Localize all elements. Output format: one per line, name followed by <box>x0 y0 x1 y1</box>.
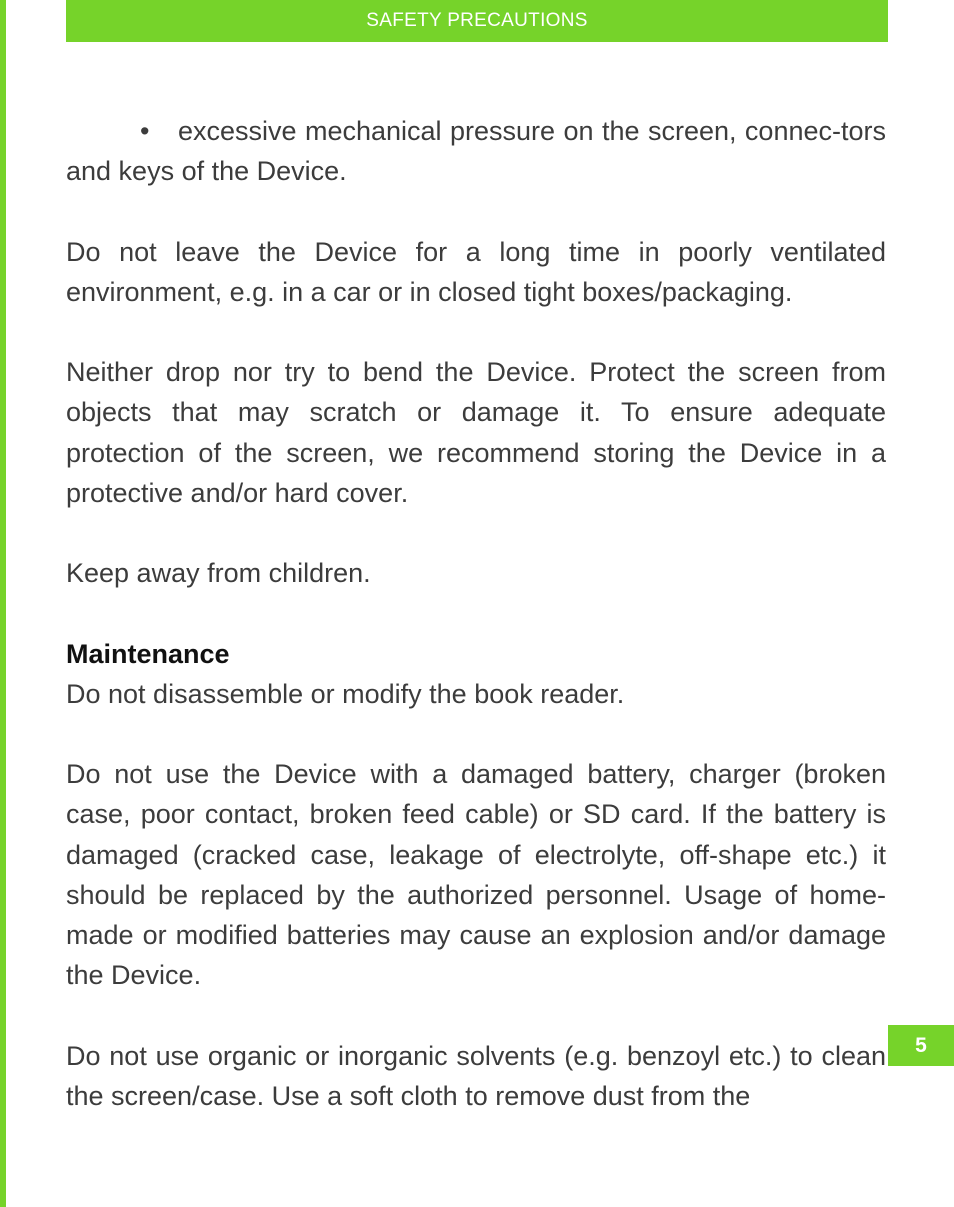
bullet-item <box>66 111 886 191</box>
paragraph-children: Keep away from children. <box>66 558 371 589</box>
page-number-tab <box>888 1025 954 1066</box>
page-content <box>66 111 886 1116</box>
bullet-text: excessive mechanical pressure on the screen, connec-tors and keys of the Device. <box>66 116 886 187</box>
section-title: SAFETY PRECAUTIONS <box>366 10 588 31</box>
bullet-icon: • <box>140 116 150 146</box>
section-header <box>66 0 888 42</box>
maintenance-heading: Maintenance <box>66 638 230 669</box>
paragraph-battery: Do not use the Device with a damaged battery, charger (broken case, poor contact, broken feed cable) or SD card. If the battery is damaged (cracked case, leakage of electrolyte, off-shape etc.) it should be replaced by the authorized personnel. Usage of home-made or modified batteries may cause an explosion and/or damage the Device. <box>66 759 886 991</box>
left-accent-bar <box>0 0 6 1207</box>
paragraph-ventilation: Do not leave the Device for a long time in poorly ventilated environment, e.g. in a car or in closed tight boxes/packaging. <box>66 236 886 307</box>
paragraph-drop-bend: Neither drop nor try to bend the Device. Protect the screen from objects that may scratch or damage it. To ensure adequate protection of the screen, we recommend storing the Device in a protective and/or hard cover. <box>66 357 886 508</box>
paragraph-disassemble: Do not disassemble or modify the book reader. <box>66 678 625 709</box>
page-number: 5 <box>915 1034 927 1057</box>
paragraph-solvents: Do not use organic or inorganic solvents (e.g. benzoyl etc.) to clean the screen/case. Use a soft cloth to remove dust from the <box>66 1040 886 1111</box>
